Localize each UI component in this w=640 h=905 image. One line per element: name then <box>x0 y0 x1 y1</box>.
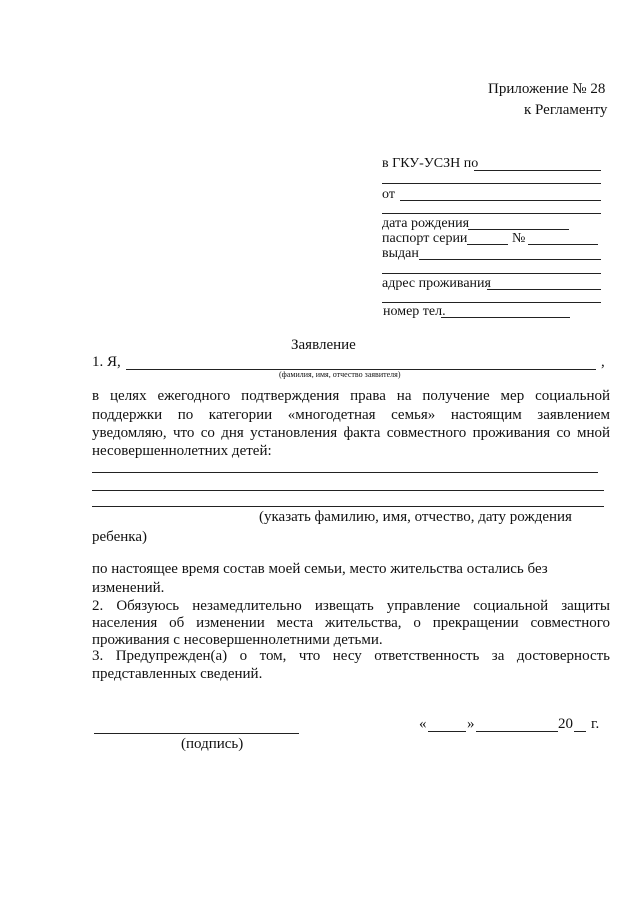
item2-line-2: населения об изменении места жительства, о прекращении совместного <box>92 615 610 631</box>
applicant-name-hint: (фамилия, имя, отчество заявителя) <box>279 370 401 379</box>
para-line-4: несовершеннолетних детей: <box>92 443 272 459</box>
from-field-line2[interactable] <box>382 213 601 214</box>
date-year-field[interactable] <box>574 731 586 732</box>
children-field-2[interactable] <box>92 490 604 491</box>
passport-number-label: № <box>512 231 526 246</box>
date-year-prefix: 20 <box>558 716 573 732</box>
item3-line-1: 3. Предупрежден(а) о том, что несу ответственность за достоверность <box>92 648 610 664</box>
applicant-label: 1. Я, <box>92 354 121 370</box>
date-month-field[interactable] <box>476 731 558 732</box>
birth-date-field[interactable] <box>468 229 569 230</box>
date-day-field[interactable] <box>428 731 466 732</box>
item3-line-2: представленных сведений. <box>92 666 263 682</box>
phone-field[interactable] <box>441 317 570 318</box>
issued-by-label: выдан <box>382 246 419 261</box>
children-field-3[interactable] <box>92 506 604 507</box>
from-label: от <box>382 187 395 202</box>
para-line-2: поддержки по категории «многодетная семья» настоящим заявлением <box>92 407 610 423</box>
date-quote-open: « <box>419 716 427 732</box>
regulation-ref: к Регламенту <box>524 102 608 118</box>
address-label: адрес проживания <box>382 276 491 291</box>
children-hint: (указать фамилию, имя, отчество, дату рождения <box>259 509 572 525</box>
children-hint-cont: ребенка) <box>92 529 147 545</box>
date-quote-close: » <box>467 716 475 732</box>
to-field[interactable] <box>474 170 601 171</box>
para-line-1: в целях ежегодного подтверждения права на получение мер социальной <box>92 388 610 404</box>
item2-line-1: 2. Обязуюсь незамедлительно извещать управление социальной защиты <box>92 598 610 614</box>
birth-date-label: дата рождения <box>382 216 470 231</box>
appendix-number: Приложение № 28 <box>488 81 606 97</box>
from-field[interactable] <box>400 200 601 201</box>
date-year-suffix: г. <box>591 716 600 732</box>
children-field-1[interactable] <box>92 472 598 473</box>
statement-title: Заявление <box>291 337 356 353</box>
family-line-2: изменений. <box>92 580 165 596</box>
issued-by-field-line2[interactable] <box>382 273 601 274</box>
passport-series-field[interactable] <box>467 244 508 245</box>
address-field-line2[interactable] <box>382 302 601 303</box>
passport-number-field[interactable] <box>528 244 598 245</box>
para-line-3: уведомляю, что со дня установления факта совместного проживания со мной <box>92 425 610 441</box>
issued-by-field[interactable] <box>419 259 601 260</box>
item2-line-3: проживания с несовершеннолетними детьми. <box>92 632 383 648</box>
signature-field[interactable] <box>94 733 299 734</box>
to-field-line2[interactable] <box>382 183 601 184</box>
signature-label: (подпись) <box>181 736 244 752</box>
to-label: в ГКУ-УСЗН по <box>382 156 479 171</box>
comma: , <box>601 354 605 370</box>
passport-series-label: паспорт серии <box>382 231 468 246</box>
phone-label: номер тел. <box>383 304 446 319</box>
address-field[interactable] <box>487 289 601 290</box>
family-line-1: по настоящее время состав моей семьи, место жительства остались без <box>92 561 548 577</box>
